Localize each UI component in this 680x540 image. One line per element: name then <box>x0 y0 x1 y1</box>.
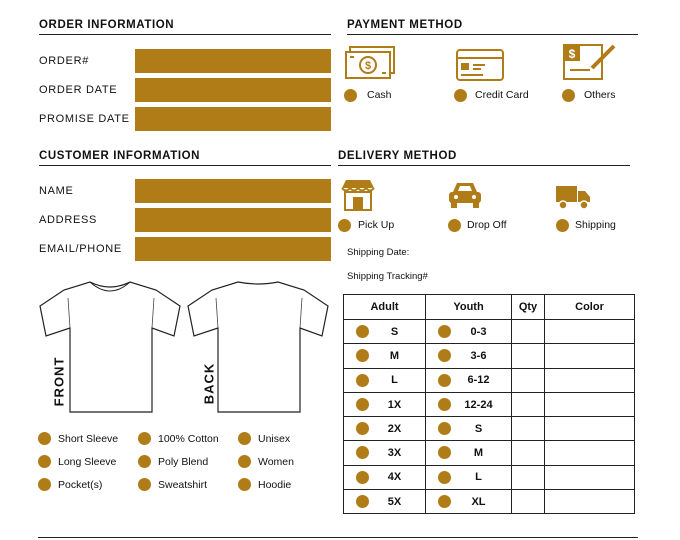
payment-cash-label: Cash <box>367 89 392 101</box>
youth-size-label: 12-24 <box>464 398 493 411</box>
qty-cell[interactable] <box>512 344 545 368</box>
cash-icon <box>344 45 398 81</box>
color-cell[interactable] <box>545 368 635 392</box>
style-sweatshirt-label: Sweatshirt <box>158 479 208 491</box>
youth-size-cell <box>426 320 512 344</box>
adult-size-radio[interactable] <box>356 349 369 362</box>
delivery-dropoff-radio[interactable] <box>448 219 461 232</box>
front-label: FRONT <box>51 356 67 407</box>
style-poly-blend-label: Poly Blend <box>158 456 209 468</box>
back-label: BACK <box>201 362 217 405</box>
size-row <box>344 490 635 514</box>
youth-size-label: 0-3 <box>470 325 487 338</box>
payment-cash-radio[interactable] <box>344 89 357 102</box>
color-cell[interactable] <box>545 344 635 368</box>
promise-date-field[interactable] <box>135 107 331 131</box>
qty-cell[interactable] <box>512 465 545 489</box>
style-hoodie-radio[interactable] <box>238 478 251 491</box>
customer-info-title: CUSTOMER INFORMATION <box>39 150 331 166</box>
shipping-date-label: Shipping Date: <box>347 247 410 258</box>
adult-size-radio[interactable] <box>356 325 369 338</box>
address-label: ADDRESS <box>39 214 98 226</box>
adult-size-cell <box>344 490 426 514</box>
adult-size-cell <box>344 320 426 344</box>
youth-size-cell <box>426 465 512 489</box>
adult-size-label: 2X <box>387 422 402 435</box>
name-field[interactable] <box>135 179 331 203</box>
order-number-label: ORDER# <box>39 55 90 67</box>
adult-size-cell <box>344 392 426 416</box>
address-field[interactable] <box>135 208 331 232</box>
size-table <box>343 294 635 514</box>
youth-size-cell <box>426 490 512 514</box>
payment-others-label: Others <box>584 89 616 101</box>
size-row <box>344 320 635 344</box>
qty-cell[interactable] <box>512 368 545 392</box>
qty-cell[interactable] <box>512 490 545 514</box>
youth-size-radio[interactable] <box>438 446 451 459</box>
order-info-title: ORDER INFORMATION <box>39 19 331 35</box>
style-pockets-label: Pocket(s) <box>58 479 103 491</box>
style-short-sleeve-label: Short Sleeve <box>58 433 119 445</box>
style-hoodie-label: Hoodie <box>258 479 292 491</box>
adult-size-label: 3X <box>387 447 402 460</box>
style-women-label: Women <box>258 456 294 468</box>
adult-size-radio[interactable] <box>356 398 369 411</box>
style-unisex-label: Unisex <box>258 433 291 445</box>
youth-size-radio[interactable] <box>438 471 451 484</box>
payment-credit-card-label: Credit Card <box>475 89 529 101</box>
color-cell[interactable] <box>545 441 635 465</box>
youth-size-cell <box>426 417 512 441</box>
size-row <box>344 344 635 368</box>
check-icon <box>562 42 618 82</box>
adult-size-radio[interactable] <box>356 374 369 387</box>
svg-text:$: $ <box>364 60 372 72</box>
payment-method-title: PAYMENT METHOD <box>347 19 638 35</box>
credit-card-icon <box>455 48 505 82</box>
payment-credit-card-radio[interactable] <box>454 89 467 102</box>
truck-icon <box>554 183 592 211</box>
adult-size-radio[interactable] <box>356 495 369 508</box>
color-cell[interactable] <box>545 392 635 416</box>
storefront-icon <box>340 178 376 212</box>
youth-size-radio[interactable] <box>438 349 451 362</box>
qty-cell[interactable] <box>512 320 545 344</box>
color-cell[interactable] <box>545 320 635 344</box>
style-poly-blend-radio[interactable] <box>138 455 151 468</box>
delivery-pickup-radio[interactable] <box>338 219 351 232</box>
youth-size-radio[interactable] <box>438 325 451 338</box>
email-phone-label: EMAIL/PHONE <box>39 243 122 255</box>
delivery-shipping-radio[interactable] <box>556 219 569 232</box>
color-cell[interactable] <box>545 490 635 514</box>
style-long-sleeve-label: Long Sleeve <box>58 456 117 468</box>
adult-size-label: S <box>390 325 399 338</box>
adult-size-cell <box>344 441 426 465</box>
size-row <box>344 417 635 441</box>
qty-cell[interactable] <box>512 392 545 416</box>
size-row <box>344 392 635 416</box>
youth-size-cell <box>426 392 512 416</box>
style-short-sleeve-radio[interactable] <box>38 432 51 445</box>
order-date-label: ORDER DATE <box>39 84 118 96</box>
name-label: NAME <box>39 185 74 197</box>
adult-size-label: 4X <box>387 471 402 484</box>
car-icon <box>446 180 484 210</box>
qty-cell[interactable] <box>512 441 545 465</box>
youth-size-radio[interactable] <box>438 374 451 387</box>
adult-size-cell <box>344 368 426 392</box>
youth-size-label: M <box>473 447 484 460</box>
adult-size-label: 5X <box>387 495 402 508</box>
size-row <box>344 441 635 465</box>
youth-size-label: 6-12 <box>467 374 490 387</box>
style-unisex-radio[interactable] <box>238 432 251 445</box>
order-number-field[interactable] <box>135 49 331 73</box>
delivery-method-title: DELIVERY METHOD <box>338 150 630 166</box>
delivery-dropoff-label: Drop Off <box>467 219 507 231</box>
style-cotton-label: 100% Cotton <box>158 433 219 445</box>
youth-size-label: L <box>475 471 482 484</box>
youth-header: Youth <box>426 295 512 320</box>
style-sweatshirt-radio[interactable] <box>138 478 151 491</box>
youth-size-radio[interactable] <box>438 422 451 435</box>
style-long-sleeve-radio[interactable] <box>38 455 51 468</box>
adult-size-label: M <box>389 349 400 362</box>
adult-size-label: 1X <box>387 398 402 411</box>
style-pockets-radio[interactable] <box>38 478 51 491</box>
color-cell[interactable] <box>545 465 635 489</box>
youth-size-radio[interactable] <box>438 398 451 411</box>
adult-size-cell <box>344 417 426 441</box>
adult-size-radio[interactable] <box>356 471 369 484</box>
youth-size-radio[interactable] <box>438 495 451 508</box>
promise-date-label: PROMISE DATE <box>39 113 130 125</box>
order-date-field[interactable] <box>135 78 331 102</box>
youth-size-label: XL <box>471 495 486 508</box>
payment-others-radio[interactable] <box>562 89 575 102</box>
color-cell[interactable] <box>545 417 635 441</box>
youth-size-cell <box>426 344 512 368</box>
youth-size-label: 3-6 <box>470 349 487 362</box>
size-row <box>344 368 635 392</box>
youth-size-cell <box>426 368 512 392</box>
adult-size-cell <box>344 465 426 489</box>
adult-header: Adult <box>344 295 426 320</box>
youth-size-label: S <box>474 422 483 435</box>
youth-size-cell <box>426 441 512 465</box>
qty-header: Qty <box>512 295 545 320</box>
qty-cell[interactable] <box>512 417 545 441</box>
size-row <box>344 465 635 489</box>
svg-text:$: $ <box>568 47 576 61</box>
style-women-radio[interactable] <box>238 455 251 468</box>
delivery-pickup-label: Pick Up <box>358 219 395 231</box>
shipping-tracking-label: Shipping Tracking# <box>347 271 428 282</box>
adult-size-label: L <box>391 374 398 387</box>
color-header: Color <box>545 295 635 320</box>
email-phone-field[interactable] <box>135 237 331 261</box>
adult-size-cell <box>344 344 426 368</box>
style-cotton-radio[interactable] <box>138 432 151 445</box>
delivery-shipping-label: Shipping <box>575 219 616 231</box>
